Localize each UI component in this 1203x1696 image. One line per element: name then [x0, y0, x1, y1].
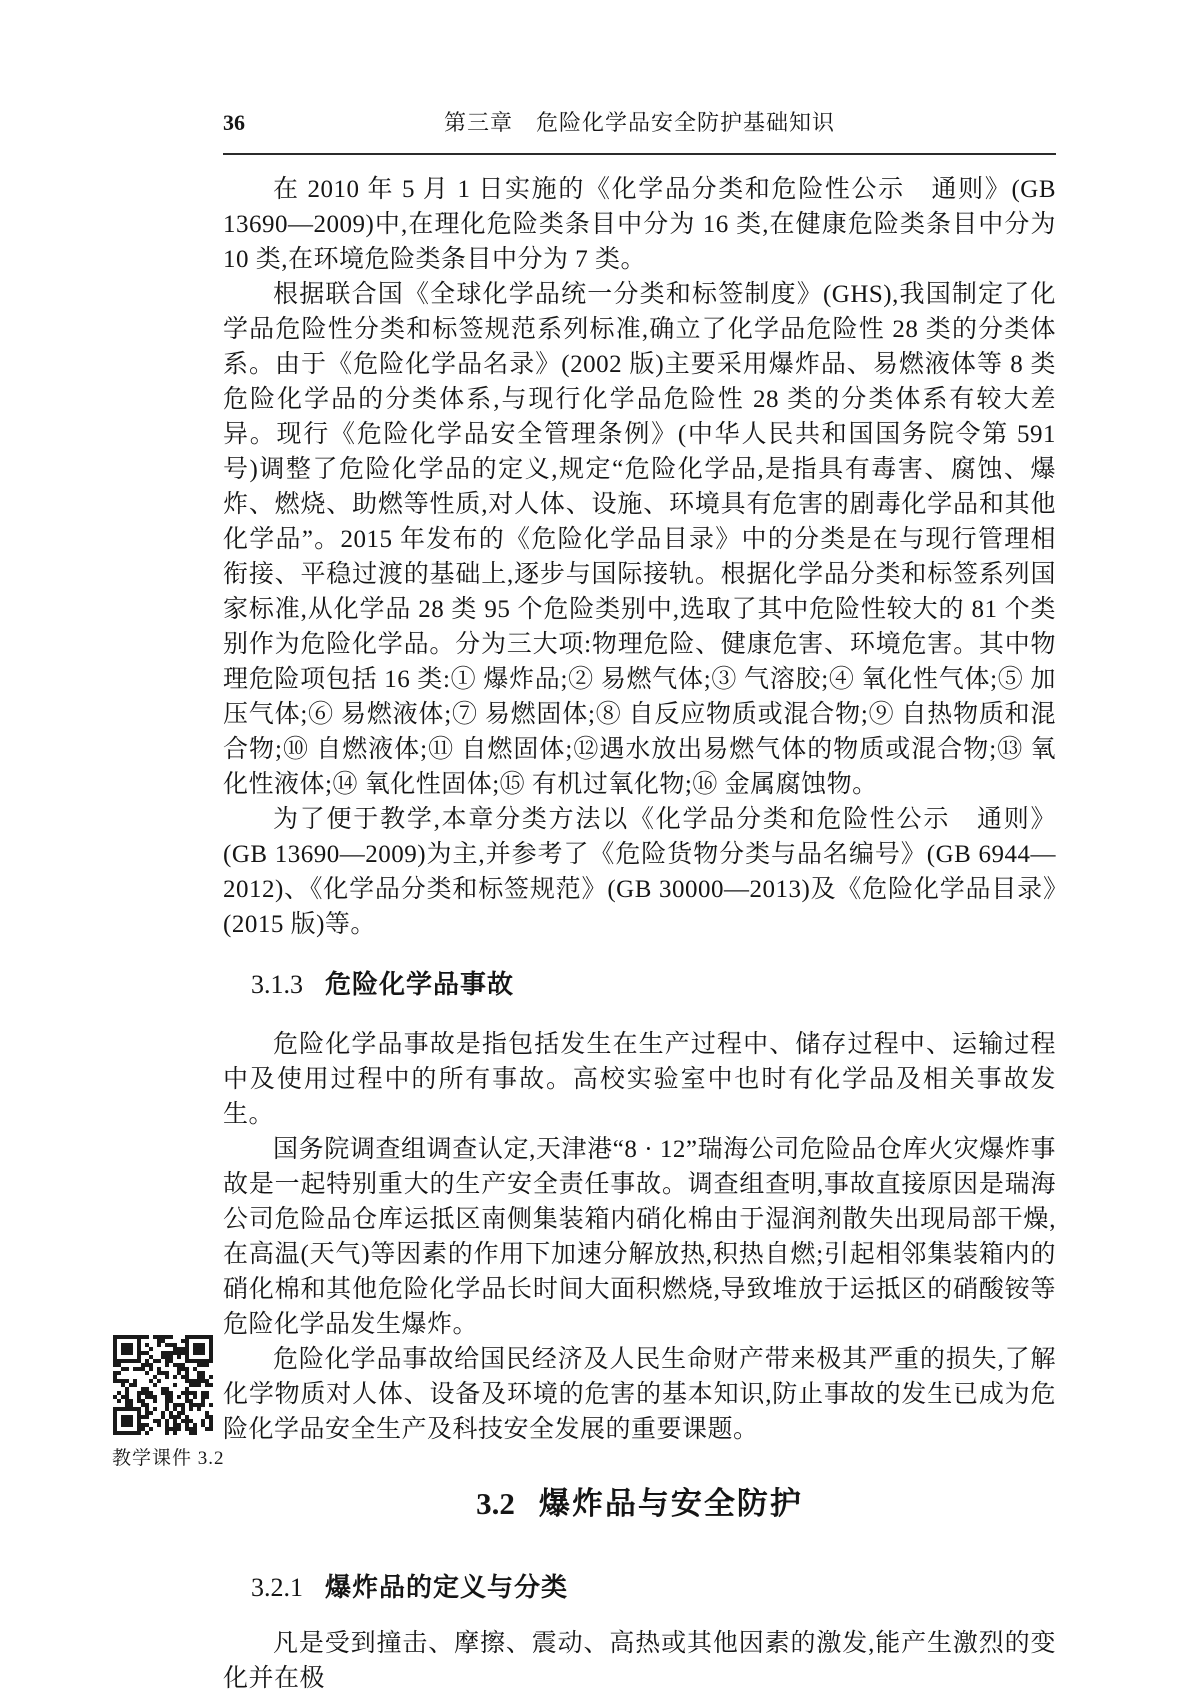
section-number: 3.1.3 [251, 970, 303, 999]
qr-code-icon [113, 1335, 213, 1435]
section-title: 危险化学品事故 [325, 969, 515, 999]
paragraph-accident-losses: 危险化学品事故给国民经济及人民生命财产带来极其严重的损失,了解化学物质对人体、设备及环境的危害的基本知识,防止事故的发生已成为危险化学品安全生产及科技安全发展的重要课题。 [223, 1346, 1056, 1443]
paragraph-ghs-classification: 根据联合国《全球化学品统一分类和标签制度》(GHS),我国制定了化学品危险性分类和标签规范系列标准,确立了化学品危险性 28 类的分类体系。由于《危险化学品名录》(2002 版)主要采用爆炸品、易燃液体等 8 类危险化学品的分类体系,与现行化学品危险性 28 类的分类体系有较大差异。现行《危险化学品安全管理条例》(中华人民共和国国务院令第 591 号)调整了危险化学品的定义,规定“危险化学品,是指具有毒害、腐蚀、爆炸、燃烧、助燃等性质,对人体、设施、环境具有危害的剧毒化学品和其他化学品”。2015 年发布的《危险化学品目录》中的分类是在与现行管理相衔接、平稳过渡的基础上,逐步与国际接轨。根据化学品分类和标签系列国家标准,从化学品 28 类 95 个危险类别中,选取了其中危险性较大的 81 个类别作为危险化学品。分为三大项:物理危险、健康危害、环境危害。其中物理危险项包括 16 类:① 爆炸品;② 易燃气体;③ 气溶胶;④ 氧化性气体;⑤ 加压气体;⑥ 易燃液体;⑦ 易燃固体;⑧ 自反应物质或混合物;⑨ 自热物质和混合物;⑩ 自燃液体;⑪ 自燃固体;⑫遇水放出易燃气体的物质或混合物;⑬ 氧化性液体;⑭ 氧化性固体;⑮ 有机过氧化物;⑯ 金属腐蚀物。 [223, 281, 1056, 798]
section-title: 爆炸品的定义与分类 [325, 1572, 569, 1602]
section-number: 3.2 [476, 1486, 515, 1521]
paragraph-gb13690-intro: 在 2010 年 5 月 1 日实施的《化学品分类和危险性公示 通则》(GB 13690—2009)中,在理化危险类条目中分为 16 类,在健康危险类条目中分为 10 类,在环境危险类条目中分为 7 类。 [223, 176, 1056, 273]
section-title: 爆炸品与安全防护 [538, 1486, 803, 1521]
page-number: 36 [223, 110, 245, 135]
chapter-title: 第三章 危险化学品安全防护基础知识 [443, 110, 835, 135]
qr-caption: 教学课件 3.2 [112, 1448, 225, 1469]
paragraph-accident-definition: 危险化学品事故是指包括发生在生产过程中、储存过程中、运输过程中及使用过程中的所有事故。高校实验室中也时有化学品及相关事故发生。 [223, 1031, 1056, 1128]
teaching-courseware-block [112, 1335, 225, 1470]
section-number: 3.2.1 [251, 1573, 303, 1602]
section-heading-3-2 [223, 1483, 1056, 1525]
paragraph-teaching-basis: 为了便于教学,本章分类方法以《化学品分类和危险性公示 通则》(GB 13690—2009)为主,并参考了《危险货物分类与品名编号》(GB 6944—2012)、《化学品分类和标签规范》(GB 30000—2013)及《危险化学品目录》(2015 版)等。 [223, 806, 1056, 938]
body-text [223, 172, 1056, 1696]
page-content [223, 106, 1056, 1696]
paragraph-tianjin-accident: 国务院调查组调查认定,天津港“8 · 12”瑞海公司危险品仓库火灾爆炸事故是一起特别重大的生产安全责任事故。调查组查明,事故直接原因是瑞海公司危险品仓库运抵区南侧集装箱内硝化棉由于湿润剂散失出现局部干燥,在高温(天气)等因素的作用下加速分解放热,积热自燃;引起相邻集装箱内的硝化棉和其他危险化学品长时间大面积燃烧,导致堆放于运抵区的硝酸铵等危险化学品发生爆炸。 [223, 1136, 1056, 1338]
running-head [223, 106, 1056, 155]
paragraph-explosives-definition: 凡是受到撞击、摩擦、震动、高热或其他因素的激发,能产生激烈的变化并在极 [223, 1630, 1056, 1692]
section-heading-3-2-1 [223, 1567, 1056, 1608]
section-heading-3-1-3 [223, 964, 1056, 1005]
